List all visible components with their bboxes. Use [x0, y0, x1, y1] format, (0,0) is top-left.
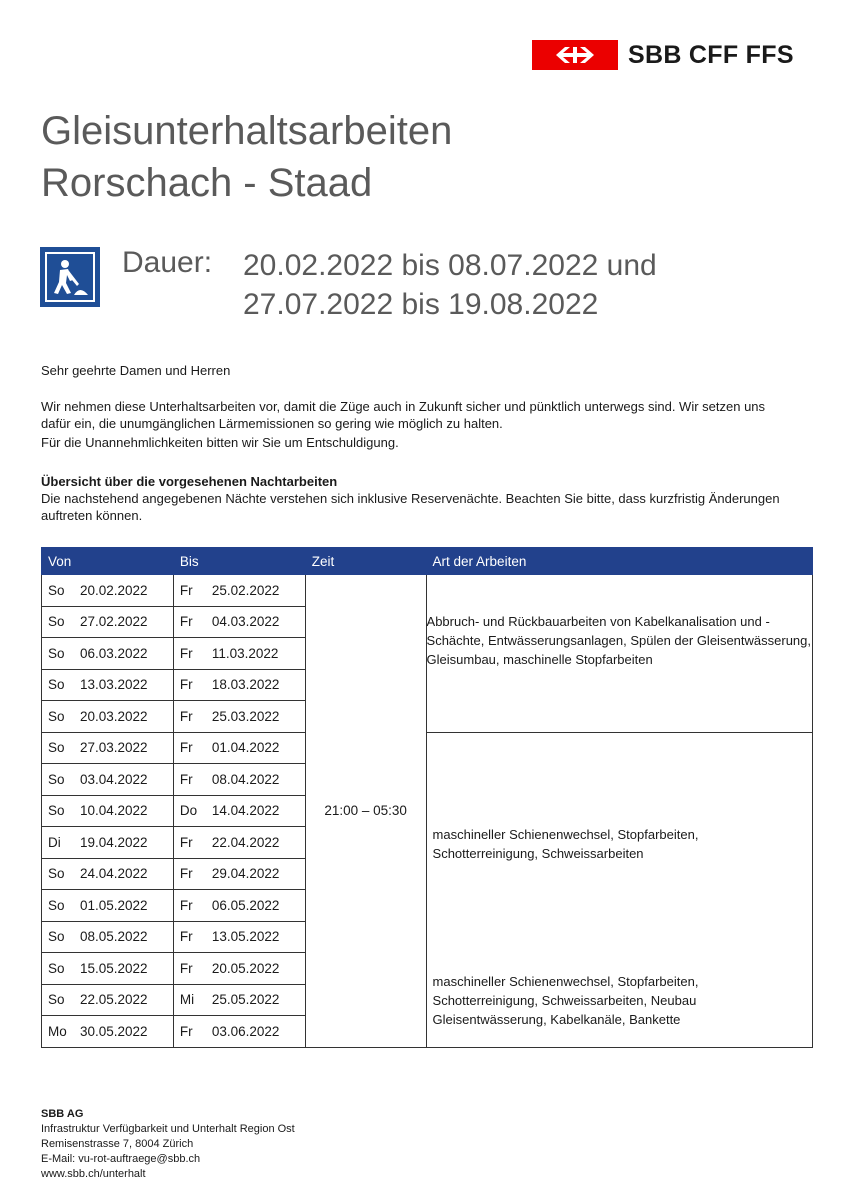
bis-cell [173, 669, 305, 701]
header-zeit: Zeit [305, 548, 426, 575]
bis-cell [173, 701, 305, 733]
von-day: So [48, 803, 65, 819]
bis-day: Fr [179, 960, 193, 976]
von-cell [42, 827, 174, 859]
von-date: 24.04.2022 [80, 866, 148, 882]
footer-address: Remisenstrasse 7, 8004 Zürich [41, 1138, 194, 1150]
von-day: Mo [48, 1023, 67, 1039]
bis-cell [173, 921, 305, 953]
von-day: So [48, 614, 65, 630]
von-cell [42, 638, 174, 670]
bis-cell [173, 953, 305, 985]
dauer-dates [243, 246, 657, 324]
von-day: So [48, 771, 65, 787]
bis-date: 13.05.2022 [211, 929, 280, 945]
art-cell-2 [426, 732, 812, 1047]
von-day: So [48, 929, 65, 945]
bis-date: 03.06.2022 [211, 1023, 280, 1039]
bis-cell [173, 638, 305, 670]
bis-date: 06.05.2022 [211, 897, 280, 913]
von-day: So [48, 866, 65, 882]
von-date: 20.03.2022 [80, 708, 148, 724]
intro-paragraph: Wir nehmen diese Unterhaltsarbeiten vor, damit die Züge auch in Zukunft sicher und pünktlich unterwegs sind. Wir setzen uns dafür ein, die unumgänglichen Lärmemissionen so gering wie möglich zu halten. [41, 399, 766, 431]
von-cell [42, 953, 174, 985]
von-cell [42, 1016, 174, 1048]
bis-day: Fr [179, 645, 193, 661]
bis-cell [173, 984, 305, 1016]
von-date: 08.05.2022 [80, 929, 148, 945]
bis-cell [173, 890, 305, 922]
footer-department: Infrastruktur Verfügbarkeit und Unterhalt Region Ost [41, 1123, 295, 1135]
bis-cell [173, 858, 305, 890]
von-cell [42, 701, 174, 733]
bis-date: 01.04.2022 [211, 740, 280, 756]
schedule-table [41, 547, 813, 1048]
art-cell-1 [426, 575, 812, 733]
bis-day: Fr [179, 771, 193, 787]
von-date: 01.05.2022 [80, 897, 148, 913]
von-date: 19.04.2022 [80, 834, 148, 850]
von-cell [42, 890, 174, 922]
bis-day: Fr [179, 897, 193, 913]
von-date: 13.03.2022 [80, 677, 148, 693]
bis-day: Mi [179, 992, 195, 1008]
bis-date: 25.02.2022 [211, 582, 280, 598]
von-cell [42, 764, 174, 796]
logo-text: SBB CFF FFS [628, 40, 794, 69]
bis-cell [173, 606, 305, 638]
bis-date: 14.04.2022 [211, 803, 280, 819]
von-day: So [48, 582, 65, 598]
greeting: Sehr geehrte Damen und Herren [41, 363, 231, 378]
von-day: So [48, 645, 65, 661]
bis-day: Fr [179, 708, 193, 724]
von-day: So [48, 740, 65, 756]
von-date: 30.05.2022 [80, 1023, 148, 1039]
von-day: So [48, 708, 65, 724]
bis-day: Fr [179, 740, 193, 756]
table-header-row [42, 548, 813, 575]
bis-date: 20.05.2022 [211, 960, 280, 976]
von-date: 20.02.2022 [80, 582, 148, 598]
von-cell [42, 921, 174, 953]
footer-website[interactable]: www.sbb.ch/unterhalt [41, 1168, 146, 1180]
von-cell [42, 795, 174, 827]
von-day: So [48, 992, 65, 1008]
von-cell [42, 732, 174, 764]
sbb-arrows-icon [532, 40, 618, 70]
bis-cell [173, 732, 305, 764]
dauer-label: Dauer: [122, 246, 213, 279]
von-date: 06.03.2022 [80, 645, 148, 661]
bis-day: Fr [179, 582, 193, 598]
overview-text: Die nachstehend angegebenen Nächte verstehen sich inklusive Reservenächte. Beachten Sie bitte, dass kurzfristig Änderungen auftreten können. [41, 491, 780, 523]
von-date: 15.05.2022 [80, 960, 148, 976]
von-cell [42, 669, 174, 701]
art-text-3: maschineller Schienenwechsel, Stopfarbeiten, Schotterreinigung, Schweissarbeiten, Neubau Gleisentwässerung, Kabelkanäle, Bankette [432, 973, 699, 1027]
von-date: 03.04.2022 [80, 771, 148, 787]
bis-date: 04.03.2022 [211, 614, 280, 630]
sbb-logo [532, 40, 794, 70]
bis-cell [173, 827, 305, 859]
title-line-1: Gleisunterhaltsarbeiten [41, 109, 453, 153]
bis-date: 25.03.2022 [211, 708, 280, 724]
footer-email[interactable]: E-Mail: vu-rot-auftraege@sbb.ch [41, 1153, 201, 1165]
table-row [42, 575, 813, 607]
header-bis: Bis [173, 548, 305, 575]
bis-cell [173, 795, 305, 827]
overview-heading: Übersicht über die vorgesehenen Nachtarbeiten [41, 474, 338, 489]
von-cell [42, 606, 174, 638]
von-day: So [48, 960, 65, 976]
page-title [41, 105, 452, 209]
bis-date: 22.04.2022 [211, 834, 280, 850]
bis-cell [173, 575, 305, 607]
bis-day: Fr [179, 1023, 193, 1039]
von-cell [42, 858, 174, 890]
apology-text: Für die Unannehmlichkeiten bitten wir Sie um Entschuldigung. [41, 435, 399, 450]
von-day: Di [48, 834, 61, 850]
title-line-2: Rorschach - Staad [41, 161, 373, 205]
von-date: 27.02.2022 [80, 614, 148, 630]
bis-cell [173, 764, 305, 796]
von-day: So [48, 677, 65, 693]
bis-cell [173, 1016, 305, 1048]
von-date: 22.05.2022 [80, 992, 148, 1008]
art-text-2: maschineller Schienenwechsel, Stopfarbeiten, Schotterreinigung, Schweissarbeiten [432, 826, 699, 861]
bis-day: Fr [179, 834, 193, 850]
von-date: 27.03.2022 [80, 740, 148, 756]
bis-date: 11.03.2022 [211, 645, 279, 661]
bis-day: Fr [179, 929, 193, 945]
art-text-1: Abbruch- und Rückbauarbeiten von Kabelkanalisation und -Schächte, Entwässerungsanlagen, Spülen der Gleisentwässerung, Gleisumbau, maschinelle Stopfarbeiten [426, 614, 811, 667]
von-date: 10.04.2022 [80, 803, 148, 819]
bis-day: Fr [179, 614, 193, 630]
bis-date: 25.05.2022 [211, 992, 280, 1008]
dauer-line-1: 20.02.2022 bis 08.07.2022 und [243, 249, 657, 282]
table-row [42, 732, 813, 764]
bis-date: 08.04.2022 [211, 771, 280, 787]
header-art: Art der Arbeiten [426, 548, 812, 575]
bis-date: 18.03.2022 [211, 677, 280, 693]
construction-worker-icon [40, 247, 100, 307]
dauer-line-2: 27.07.2022 bis 19.08.2022 [243, 288, 599, 321]
bis-day: Fr [179, 866, 193, 882]
bis-day: Do [179, 803, 198, 819]
footer-company: SBB AG [41, 1108, 84, 1120]
von-day: So [48, 897, 65, 913]
time-cell: 21:00 – 05:30 [305, 575, 426, 1048]
header-von: Von [42, 548, 174, 575]
von-cell [42, 984, 174, 1016]
bis-date: 29.04.2022 [211, 866, 280, 882]
footer [41, 1107, 295, 1182]
bis-day: Fr [179, 677, 193, 693]
von-cell [42, 575, 174, 607]
